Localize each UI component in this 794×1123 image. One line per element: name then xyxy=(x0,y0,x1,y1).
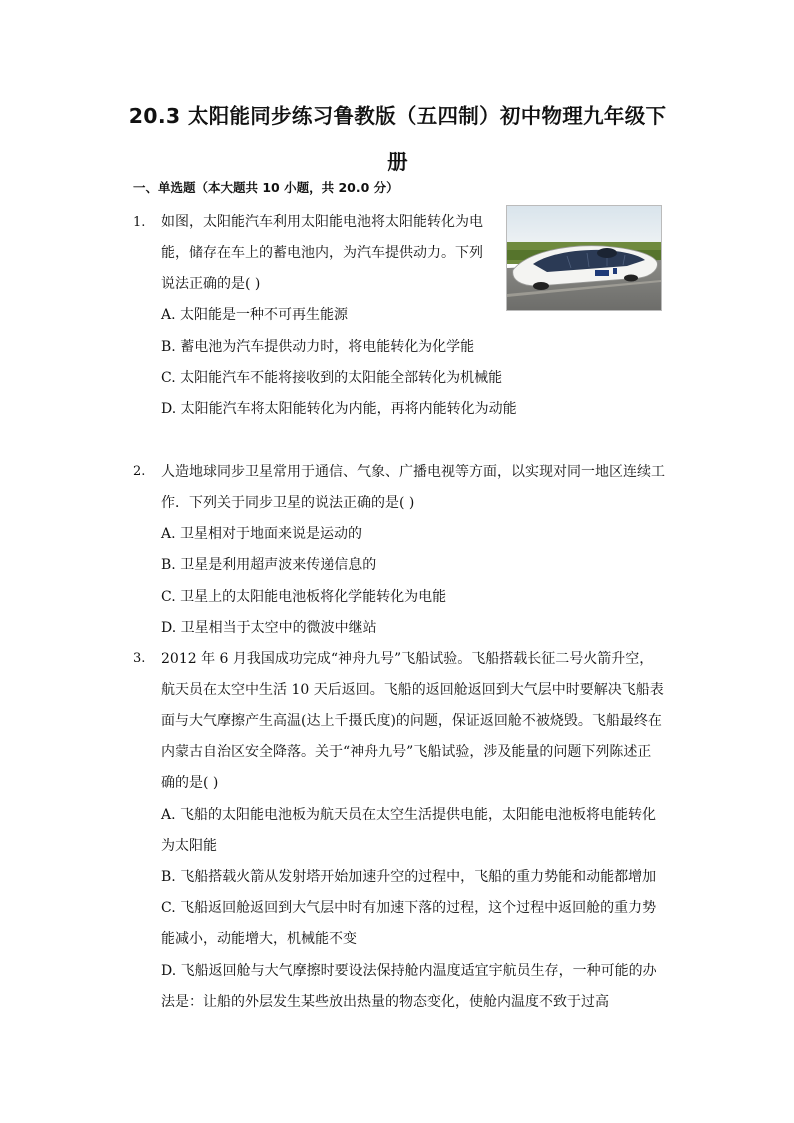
option-c: C. 飞船返回舱返回到大气层中时有加速下落的过程，这个过程中返回舱的重力势 xyxy=(161,900,657,916)
question-stem-line: 能，储存在车上的蓄电池内，为汽车提供动力。下列 xyxy=(161,245,483,261)
solar-car-photo xyxy=(506,205,662,311)
option-b: B. 卫星是利用超声波来传递信息的 xyxy=(161,557,377,573)
question-number: 2. xyxy=(133,464,146,479)
question-stem-line: 面与大气摩擦产生高温(达上千摄氏度)的问题，保证返回舱不被烧毁。飞船最终在 xyxy=(161,713,662,729)
section-header: 一、单选题（本大题共 10 小题，共 20.0 分） xyxy=(133,180,399,195)
option-c: C. 太阳能汽车不能将接收到的太阳能全部转化为机械能 xyxy=(161,370,503,386)
option-c: C. 卫星上的太阳能电池板将化学能转化为电能 xyxy=(161,589,447,605)
option-d: D. 飞船返回舱与大气摩擦时要设法保持舱内温度适宜宇航员生存，一种可能的办 xyxy=(161,963,657,979)
option-a: A. 卫星相对于地面来说是运动的 xyxy=(161,526,363,542)
option-c-continued: 能减小，动能增大，机械能不变 xyxy=(161,931,357,947)
question-stem-line: 说法正确的是( ) xyxy=(161,276,261,292)
option-b: B. 飞船搭载火箭从发射塔开始加速升空的过程中，飞船的重力势能和动能都增加 xyxy=(161,869,657,885)
question-stem-line: 人造地球同步卫星常用于通信、气象、广播电视等方面，以实现对同一地区连续工 xyxy=(161,464,665,480)
option-d-continued: 法是：让船的外层发生某些放出热量的物态变化，使舱内温度不致于过高 xyxy=(161,994,609,1010)
option-a: A. 太阳能是一种不可再生能源 xyxy=(161,307,349,323)
question-stem-line: 确的是( ) xyxy=(161,775,219,791)
question-stem-line: 航天员在太空中生活 10 天后返回。飞船的返回舱返回到大气层中时要解决飞船表 xyxy=(161,682,664,698)
question-number: 3. xyxy=(133,651,146,666)
option-a: A. 飞船的太阳能电池板为航天员在太空生活提供电能，太阳能电池板将电能转化 xyxy=(161,807,657,823)
question-number: 1. xyxy=(133,215,146,230)
question-stem-line: 内蒙古自治区安全降落。关于“神舟九号”飞船试验，涉及能量的问题下列陈述正 xyxy=(161,744,652,760)
question-stem-line: 如图，太阳能汽车利用太阳能电池将太阳能转化为电 xyxy=(161,214,483,230)
question-stem-line: 2012 年 6 月我国成功完成“神舟九号”飞船试验。飞船搭载长征二号火箭升空， xyxy=(161,651,654,667)
option-d: D. 太阳能汽车将太阳能转化为内能，再将内能转化为动能 xyxy=(161,401,517,417)
option-b: B. 蓄电池为汽车提供动力时，将电能转化为化学能 xyxy=(161,339,475,355)
option-d: D. 卫星相当于太空中的微波中继站 xyxy=(161,620,377,636)
question-stem-line: 作．下列关于同步卫星的说法正确的是( ) xyxy=(161,495,415,511)
page-title-continued: 册 xyxy=(387,150,408,174)
option-a-continued: 为太阳能 xyxy=(161,838,217,854)
page-title: 20.3 太阳能同步练习鲁教版（五四制）初中物理九年级下 xyxy=(128,104,667,128)
